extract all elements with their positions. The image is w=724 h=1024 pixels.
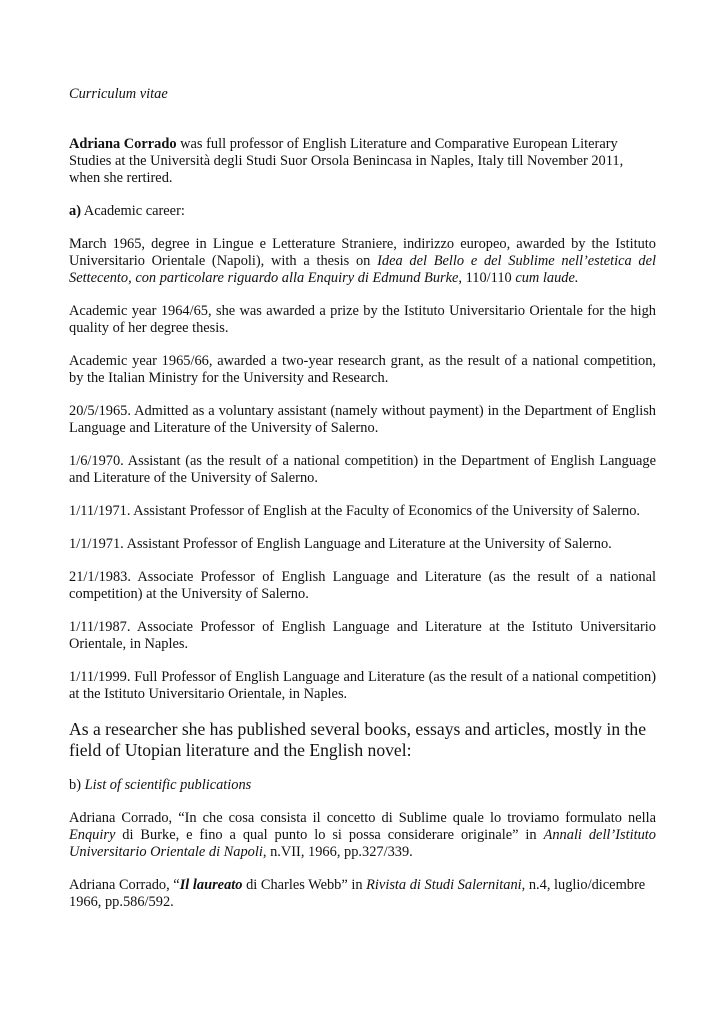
research-statement: As a researcher she has published several books, essays and articles, mostly in the field of Utopian literature and the English novel: — [69, 719, 647, 760]
career-item: 1/11/1999. Full Professor of English Language and Literature (as the result of a national competition) at the Istituto Universitario Orientale, in Naples. — [69, 669, 656, 702]
intro-paragraph — [69, 136, 656, 187]
honors: cum laude. — [515, 270, 579, 286]
career-item: 1/6/1970. Assistant (as the result of a national competition) in the Department of English Language and Literature of the University of Salerno. — [69, 453, 656, 486]
intro-text: was full professor of English Literature and Comparative European Literary Studies at the Università degli Studi Suor Orsola Benincasa in Naples, Italy till November 2011, when she rertired. — [69, 136, 624, 186]
author-name: Adriana Corrado — [69, 136, 177, 152]
section-b-heading — [69, 777, 656, 794]
career-degree: March 1965, degree in Lingue e Letterature Straniere, indirizzo europeo, awarded by the Istituto Universitario Orientale (Napoli), with a thesis on Idea del Bello e del Sublime nell’estetica del Settecento, con particolare riguardo alla Enquiry di Edmund Burke, 110/110 cum laude. — [69, 236, 657, 286]
career-item: Academic year 1965/66, awarded a two-year research grant, as the result of a national competition, by the Italian Ministry for the University and Research. — [69, 353, 656, 386]
section-a-heading — [69, 203, 656, 220]
career-item: 1/11/1987. Associate Professor of English Language and Literature at the Istituto Universitario Orientale, in Naples. — [69, 619, 656, 652]
publication-item: Adriana Corrado, “In che cosa consista il concetto di Sublime quale lo troviamo formulato nella Enquiry di Burke, e fino a qual punto lo si possa considerare originale” in Annali dell’Istituto Universitario Orientale di Napoli, n.VII, 1966, pp.327/339. — [69, 810, 657, 860]
section-b-marker: b) — [69, 777, 85, 793]
thesis-title: Idea del Bello e del Sublime nell’estetica del Settecento, con particolare riguardo alla Enquiry di Edmund Burke — [69, 253, 657, 286]
document-title: Curriculum vitae — [69, 86, 168, 102]
career-item: Academic year 1964/65, she was awarded a prize by the Istituto Universitario Orientale for the high quality of her degree thesis. — [69, 303, 656, 336]
career-item: 1/11/1971. Assistant Professor of English at the Faculty of Economics of the University of Salerno. — [69, 503, 641, 519]
section-a-marker: a) — [69, 203, 81, 219]
cv-document — [69, 86, 656, 927]
career-item: 21/1/1983. Associate Professor of English Language and Literature (as the result of a national competition) at the University of Salerno. — [69, 569, 656, 602]
career-item: 1/1/1971. Assistant Professor of English Language and Literature at the University of Salerno. — [69, 536, 612, 552]
publication-item: Adriana Corrado, “Il laureato di Charles Webb” in Rivista di Studi Salernitani, n.4, luglio/dicembre 1966, pp.586/592. — [69, 877, 646, 910]
section-b-label: List of scientific publications — [84, 777, 252, 793]
section-a-label: Academic career: — [81, 203, 185, 219]
career-item: 20/5/1965. Admitted as a voluntary assistant (namely without payment) in the Department of English Language and Literature of the University of Salerno. — [69, 403, 656, 436]
